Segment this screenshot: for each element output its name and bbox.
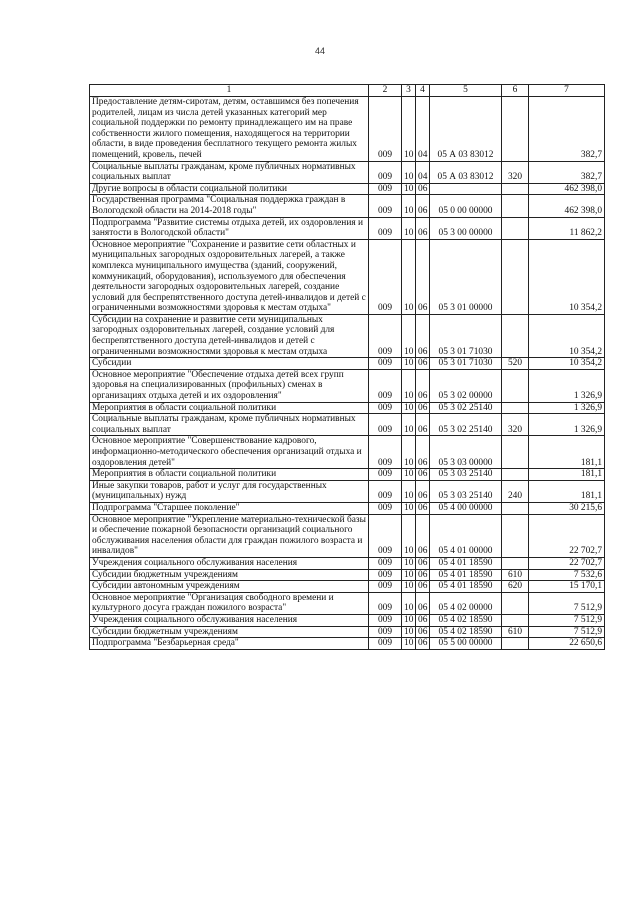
row-name-text: Учреждения социального обслуживания населения [92, 614, 298, 625]
row-name [90, 97, 369, 162]
table-row [90, 239, 605, 314]
row-name-text: Подпрограмма "Старшее поколение" [92, 502, 240, 513]
table-row [90, 369, 605, 402]
row-code-admin: 009 [369, 592, 402, 614]
row-code-expense-type [502, 592, 529, 614]
row-code-admin: 009 [369, 161, 402, 183]
col-header-3: 3 [402, 85, 416, 97]
row-name [90, 592, 369, 614]
row-code-section: 10 [402, 469, 416, 481]
col-header-1: 1 [90, 85, 369, 97]
row-code-subsection: 06 [416, 514, 430, 557]
row-code-subsection: 04 [416, 97, 430, 162]
row-code-section: 10 [402, 97, 416, 162]
row-amount: 382,7 [529, 161, 605, 183]
row-code-target: 05 4 01 18590 [430, 581, 502, 593]
table-row [90, 97, 605, 162]
row-name [90, 195, 369, 217]
row-name-text: Иные закупки товаров, работ и услуг для государственных (муниципальных) нужд [92, 480, 327, 502]
row-code-target: 05 4 02 00000 [430, 592, 502, 614]
row-name [90, 480, 369, 502]
row-code-subsection: 06 [416, 414, 430, 436]
row-code-subsection: 06 [416, 436, 430, 469]
row-code-subsection: 06 [416, 195, 430, 217]
row-code-expense-type: 320 [502, 414, 529, 436]
row-code-expense-type [502, 369, 529, 402]
row-code-subsection: 06 [416, 592, 430, 614]
row-code-target: 05 3 02 00000 [430, 369, 502, 402]
row-code-section: 10 [402, 592, 416, 614]
row-name [90, 614, 369, 626]
row-amount: 462 398,0 [529, 183, 605, 195]
table-row [90, 358, 605, 370]
row-code-admin: 009 [369, 581, 402, 593]
row-code-target: 05 3 01 71030 [430, 358, 502, 370]
row-code-target: 05 3 03 25140 [430, 469, 502, 481]
table-row [90, 557, 605, 569]
row-amount: 22 650,6 [529, 638, 605, 650]
table-row [90, 614, 605, 626]
row-code-section: 10 [402, 195, 416, 217]
col-header-7: 7 [529, 85, 605, 97]
row-code-expense-type [502, 183, 529, 195]
row-code-admin: 009 [369, 402, 402, 414]
table-row [90, 469, 605, 481]
row-code-expense-type [502, 239, 529, 314]
row-name [90, 161, 369, 183]
row-code-subsection: 06 [416, 626, 430, 638]
row-code-section: 10 [402, 502, 416, 514]
row-amount: 7 512,9 [529, 614, 605, 626]
table-row [90, 183, 605, 195]
table-row [90, 626, 605, 638]
row-code-target: 05 А 03 83012 [430, 97, 502, 162]
row-code-expense-type [502, 97, 529, 162]
row-code-admin: 009 [369, 414, 402, 436]
row-name-text: Основное мероприятие "Укрепление материально-технической базы и обеспечение пожарной безопасности организаций социального обслуживания населения области для граждан пожилого возраста и инвалидов" [92, 514, 366, 557]
table-row [90, 314, 605, 357]
row-code-admin: 009 [369, 369, 402, 402]
row-code-section: 10 [402, 581, 416, 593]
col-header-4: 4 [416, 85, 430, 97]
row-code-section: 10 [402, 314, 416, 357]
row-code-expense-type [502, 195, 529, 217]
row-code-expense-type [502, 502, 529, 514]
row-name [90, 414, 369, 436]
row-code-section: 10 [402, 614, 416, 626]
row-code-section: 10 [402, 569, 416, 581]
table-row [90, 436, 605, 469]
row-amount: 10 354,2 [529, 314, 605, 357]
row-code-admin: 009 [369, 514, 402, 557]
row-code-subsection: 06 [416, 402, 430, 414]
row-code-expense-type [502, 217, 529, 239]
row-code-section: 10 [402, 369, 416, 402]
row-code-expense-type [502, 469, 529, 481]
row-code-subsection: 06 [416, 217, 430, 239]
row-code-expense-type [502, 402, 529, 414]
row-code-admin: 009 [369, 480, 402, 502]
row-code-target: 05 4 01 18590 [430, 557, 502, 569]
row-amount: 10 354,2 [529, 239, 605, 314]
row-code-expense-type: 620 [502, 581, 529, 593]
row-name-text: Субсидии автономным учреждениям [92, 581, 240, 592]
row-amount: 22 702,7 [529, 514, 605, 557]
row-name [90, 217, 369, 239]
row-code-subsection: 04 [416, 161, 430, 183]
row-code-expense-type: 610 [502, 626, 529, 638]
row-name-text: Мероприятия в области социальной политики [92, 469, 277, 480]
row-amount: 1 326,9 [529, 402, 605, 414]
col-header-2: 2 [369, 85, 402, 97]
row-code-expense-type [502, 614, 529, 626]
row-name [90, 314, 369, 357]
row-code-admin: 009 [369, 239, 402, 314]
row-code-target: 05 3 01 71030 [430, 314, 502, 357]
row-code-target: 05 А 03 83012 [430, 161, 502, 183]
row-amount: 1 326,9 [529, 414, 605, 436]
row-name [90, 436, 369, 469]
row-code-section: 10 [402, 626, 416, 638]
row-name-text: Основное мероприятие "Сохранение и развитие сети областных и муниципальных загородных оздоровительных лагерей, а также комплекса муниципального имущества (зданий, сооружений, коммуникаций, оборудования), используемого для обеспечения деятельности загородных оздоровительных лагерей, создание условий для беспрепятственного доступа детей-инвалидов и детей с ограниченными возможностями здоровья к местам отдыха" [92, 239, 366, 314]
row-amount: 11 862,2 [529, 217, 605, 239]
row-code-section: 10 [402, 414, 416, 436]
col-header-6: 6 [502, 85, 529, 97]
row-name [90, 358, 369, 370]
row-name-text: Основное мероприятие "Организация свободного времени и культурного досуга граждан пожилого возраста" [92, 592, 334, 614]
table-row [90, 581, 605, 593]
row-code-expense-type [502, 514, 529, 557]
row-amount: 1 326,9 [529, 369, 605, 402]
row-code-expense-type: 320 [502, 161, 529, 183]
row-code-target: 05 4 02 18590 [430, 614, 502, 626]
page-number: 44 [314, 46, 325, 56]
row-code-target: 05 4 01 00000 [430, 514, 502, 557]
row-code-subsection: 06 [416, 638, 430, 650]
row-amount: 10 354,2 [529, 358, 605, 370]
row-code-target: 05 3 02 25140 [430, 414, 502, 436]
row-code-admin: 009 [369, 638, 402, 650]
row-name-text: Мероприятия в области социальной политики [92, 402, 277, 413]
row-code-admin: 009 [369, 469, 402, 481]
table-row [90, 402, 605, 414]
row-code-admin: 009 [369, 358, 402, 370]
row-code-subsection: 06 [416, 183, 430, 195]
budget-table [89, 84, 605, 650]
row-name-text: Субсидии бюджетным учреждениям [92, 626, 238, 637]
row-code-target: 05 3 03 25140 [430, 480, 502, 502]
row-code-subsection: 06 [416, 557, 430, 569]
row-code-target: 05 3 03 00000 [430, 436, 502, 469]
row-name [90, 183, 369, 195]
table-row [90, 161, 605, 183]
row-name [90, 626, 369, 638]
row-name-text: Учреждения социального обслуживания населения [92, 557, 298, 568]
row-name-text: Подпрограмма "Безбарьерная среда" [92, 638, 239, 649]
row-code-section: 10 [402, 239, 416, 314]
row-code-target [430, 183, 502, 195]
row-name [90, 557, 369, 569]
row-amount: 382,7 [529, 97, 605, 162]
row-code-target: 05 4 02 18590 [430, 626, 502, 638]
row-code-expense-type: 610 [502, 569, 529, 581]
table-row [90, 502, 605, 514]
row-amount: 181,1 [529, 436, 605, 469]
row-name [90, 239, 369, 314]
row-name [90, 638, 369, 650]
row-code-section: 10 [402, 217, 416, 239]
row-code-subsection: 06 [416, 569, 430, 581]
row-name-text: Основное мероприятие "Совершенствование кадрового, информационно-методического обеспечения организаций отдыха и оздоровления детей" [92, 436, 362, 468]
row-code-section: 10 [402, 402, 416, 414]
row-name [90, 469, 369, 481]
row-code-admin: 009 [369, 436, 402, 469]
table-row [90, 514, 605, 557]
row-code-subsection: 06 [416, 358, 430, 370]
row-code-target: 05 3 02 25140 [430, 402, 502, 414]
row-name-text: Субсидии на сохранение и развитие сети муниципальных загородных оздоровительных лагерей, создание условий для беспрепятственного доступа детей-инвалидов и детей с ограниченными возможностями здоровья к местам отдыха [92, 314, 335, 357]
row-amount: 22 702,7 [529, 557, 605, 569]
row-amount: 181,1 [529, 469, 605, 481]
row-name-text: Основное мероприятие "Обеспечение отдыха детей всех групп здоровья на специализированных (профильных) сменах в организациях отдыха детей и их оздоровления" [92, 369, 344, 402]
row-amount: 7 532,6 [529, 569, 605, 581]
row-code-section: 10 [402, 557, 416, 569]
table-row [90, 480, 605, 502]
table-row [90, 414, 605, 436]
row-code-admin: 009 [369, 626, 402, 638]
row-code-expense-type [502, 557, 529, 569]
row-name-text: Социальные выплаты гражданам, кроме публичных нормативных социальных выплат [92, 414, 356, 435]
row-code-section: 10 [402, 436, 416, 469]
row-code-subsection: 06 [416, 469, 430, 481]
row-code-subsection: 06 [416, 314, 430, 357]
row-name [90, 581, 369, 593]
row-amount: 7 512,9 [529, 592, 605, 614]
table-body [90, 97, 605, 650]
row-code-admin: 009 [369, 314, 402, 357]
row-name-text: Субсидии бюджетным учреждениям [92, 569, 238, 580]
row-amount: 181,1 [529, 480, 605, 502]
row-code-section: 10 [402, 480, 416, 502]
row-name-text: Субсидии [92, 358, 132, 369]
row-code-target: 05 5 00 00000 [430, 638, 502, 650]
row-code-admin: 009 [369, 569, 402, 581]
row-name-text: Предоставление детям-сиротам, детям, оставшимся без попечения родителей, лицам из числа детей указанных категорий мер социальной поддержки по ремонту принадлежащего им на праве собственности жилого помещения, находящегося на территории области, в виде проведения бесплатного текущего ремонта жилых помещений, кровель, печей [92, 97, 359, 160]
row-code-expense-type [502, 436, 529, 469]
row-code-admin: 009 [369, 195, 402, 217]
row-code-section: 10 [402, 514, 416, 557]
row-code-subsection: 06 [416, 239, 430, 314]
row-code-admin: 009 [369, 614, 402, 626]
row-name [90, 369, 369, 402]
row-code-admin: 009 [369, 557, 402, 569]
row-name-text: Другие вопросы в области социальной политики [92, 183, 288, 194]
row-amount: 7 512,9 [529, 626, 605, 638]
row-code-admin: 009 [369, 217, 402, 239]
row-amount: 15 170,1 [529, 581, 605, 593]
row-code-target: 05 4 00 00000 [430, 502, 502, 514]
row-code-subsection: 06 [416, 369, 430, 402]
row-code-subsection: 06 [416, 581, 430, 593]
row-code-admin: 009 [369, 502, 402, 514]
row-code-expense-type [502, 638, 529, 650]
row-code-section: 10 [402, 358, 416, 370]
row-amount: 462 398,0 [529, 195, 605, 217]
row-code-admin: 009 [369, 183, 402, 195]
table-row [90, 592, 605, 614]
row-code-section: 10 [402, 183, 416, 195]
table-row [90, 638, 605, 650]
row-code-expense-type: 520 [502, 358, 529, 370]
row-code-subsection: 06 [416, 502, 430, 514]
row-code-admin: 009 [369, 97, 402, 162]
table-row [90, 217, 605, 239]
row-name-text: Подпрограмма "Развитие системы отдыха детей, их оздоровления и занятости в Вологодской области" [92, 217, 364, 239]
row-code-subsection: 06 [416, 614, 430, 626]
row-code-target: 05 3 01 00000 [430, 239, 502, 314]
row-name [90, 569, 369, 581]
row-code-target: 05 0 00 00000 [430, 195, 502, 217]
col-header-5: 5 [430, 85, 502, 97]
row-code-target: 05 3 00 00000 [430, 217, 502, 239]
row-name [90, 502, 369, 514]
row-name-text: Государственная программа "Социальная поддержка граждан в Вологодской области на 2014-2018 годы" [92, 195, 346, 216]
header-row [90, 85, 605, 97]
table-row [90, 195, 605, 217]
row-name [90, 402, 369, 414]
row-name-text: Социальные выплаты гражданам, кроме публичных нормативных социальных выплат [92, 161, 356, 183]
row-code-section: 10 [402, 638, 416, 650]
row-code-target: 05 4 01 18590 [430, 569, 502, 581]
row-code-expense-type: 240 [502, 480, 529, 502]
row-code-expense-type [502, 314, 529, 357]
row-amount: 30 215,6 [529, 502, 605, 514]
table-row [90, 569, 605, 581]
row-name [90, 514, 369, 557]
row-code-subsection: 06 [416, 480, 430, 502]
row-code-section: 10 [402, 161, 416, 183]
